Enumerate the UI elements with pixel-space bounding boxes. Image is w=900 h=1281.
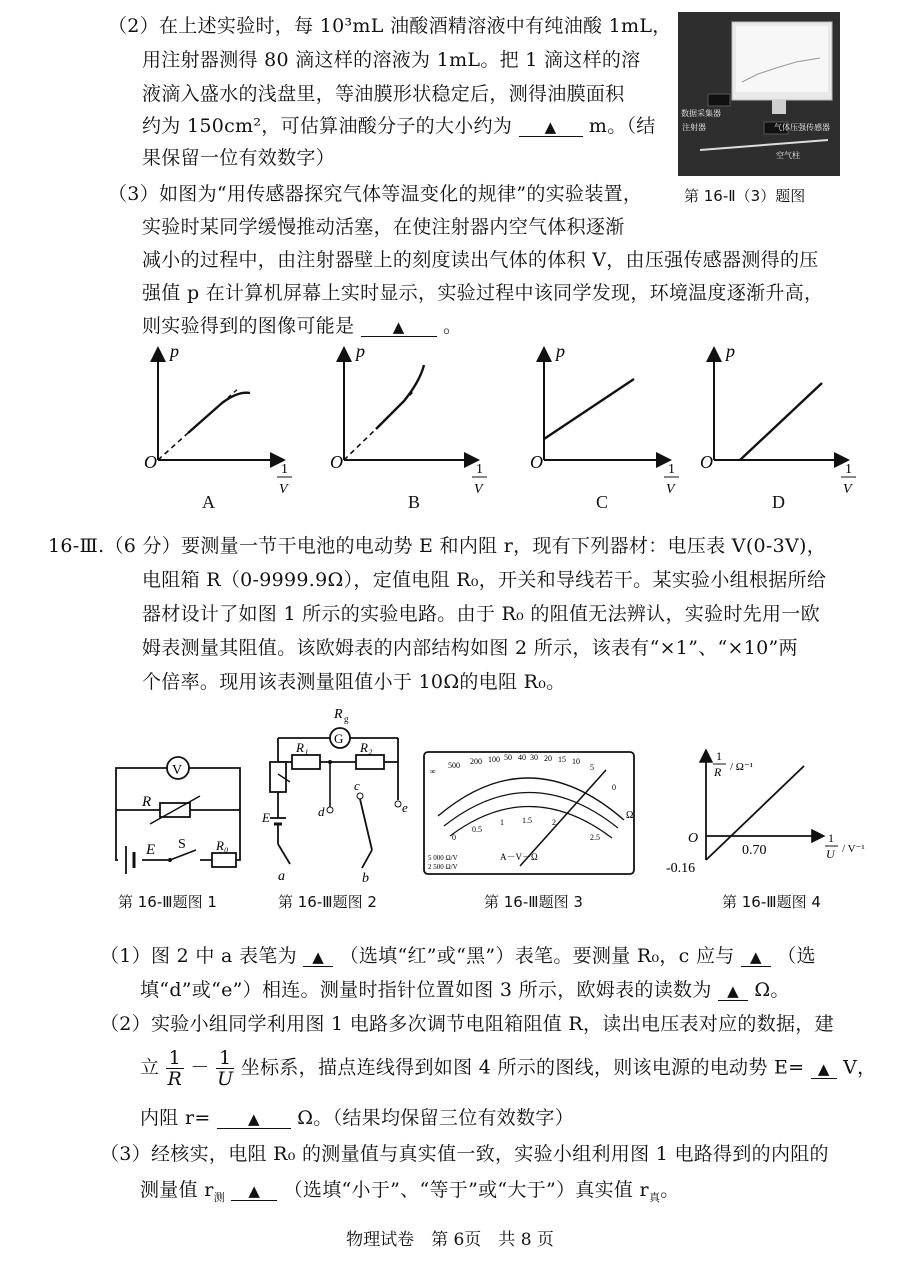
- graph-a-origin: O: [144, 452, 157, 472]
- sub2-minus: －: [190, 1056, 210, 1079]
- sub3-text-c: 。: [660, 1179, 680, 1201]
- graph-c[interactable]: [530, 341, 679, 497]
- figure-4-graph: [666, 749, 865, 876]
- answer-blank[interactable]: ▲: [303, 948, 333, 967]
- fig4-x-unit: / V⁻¹: [842, 843, 865, 855]
- fig2-R1: R₁: [296, 740, 309, 755]
- fig4-origin: O: [688, 831, 699, 846]
- graph-a-y-label: p: [170, 341, 179, 361]
- graph-b-y-label: p: [356, 341, 365, 361]
- option-a[interactable]: A: [202, 492, 215, 512]
- fig3-dc-25: 2.5: [590, 833, 600, 842]
- sub3-sub-true: 真: [648, 1190, 661, 1204]
- answer-blank[interactable]: ▲: [231, 1182, 277, 1201]
- fig3-omega: Ω: [626, 810, 634, 821]
- fig3-dc-0: 0: [452, 833, 456, 842]
- answer-blank[interactable]: ▲: [718, 982, 748, 1001]
- fig4-x-den: U: [826, 847, 835, 861]
- fig3-tick-30: 30: [530, 753, 538, 762]
- photo-label-sensor: 气体压强传感器: [774, 123, 830, 132]
- fig2-Rg-sub: g: [344, 714, 349, 724]
- answer-blank[interactable]: ▲: [519, 118, 583, 137]
- q16-2-line1: （2）在上述实验时，每 10³mL 油酸酒精溶液中有纯油酸 1mL，: [108, 15, 672, 37]
- fig3-dc-15: 1.5: [522, 816, 532, 825]
- q16-3-line3: 减小的过程中，由注射器壁上的刻度读出气体的体积 V，由压强传感器测得的压: [142, 249, 819, 271]
- fig2-Rg: R: [334, 707, 343, 722]
- q16-III-line5: 个倍率。现用该表测量阻值小于 10Ω的电阻 R₀。: [142, 671, 566, 693]
- graph-b-origin: O: [330, 452, 343, 472]
- fig3-tick-inf: ∞: [430, 767, 436, 776]
- fig3-tick-10: 10: [572, 757, 580, 766]
- sub2-text-d: 内阻 r=: [140, 1107, 211, 1129]
- fig2-c: c: [354, 778, 360, 793]
- option-b[interactable]: B: [408, 492, 421, 512]
- q16-2-line5: 果保留一位有效数字）: [142, 147, 336, 169]
- graph-d-origin: O: [700, 452, 713, 472]
- fig1-E: E: [146, 842, 156, 858]
- experiment-photo-drawing: [678, 12, 840, 176]
- sub1-text-b: （选填“红”或“黑”）表笔。要测量 R₀，c 应与: [339, 945, 735, 967]
- fig4-caption: 第 16-Ⅲ题图 4: [722, 893, 821, 911]
- sub1-line2: [140, 974, 790, 1006]
- photo-caption: 第 16-Ⅱ（3）题图: [684, 187, 806, 205]
- graph-c-x-den: V: [666, 482, 675, 497]
- sub2-line1: （2）实验小组同学利用图 1 电路多次调节电阻箱阻值 R，读出电压表对应的数据，建: [100, 1013, 834, 1035]
- fig1-voltmeter: V: [172, 763, 183, 778]
- sub1-text-e: Ω。: [754, 979, 790, 1001]
- graph-c-y-label: p: [556, 341, 565, 361]
- fig3-tick-0: 0: [612, 783, 616, 792]
- fig3-dc-05: 0.5: [472, 825, 482, 834]
- q16-III-line2: 电阻箱 R（0-9999.9Ω），定值电阻 R₀，开关和导线若干。某实验小组根据所给: [142, 569, 827, 591]
- sub1-text-a: （1）图 2 中 a 表笔为: [100, 945, 297, 967]
- fig4-x-num: 1: [828, 831, 834, 845]
- fig3-tick-200: 200: [470, 757, 482, 766]
- graph-d[interactable]: [700, 341, 856, 497]
- fig4-y-intercept: -0.16: [666, 861, 696, 876]
- answer-blank[interactable]: ▲: [217, 1110, 291, 1129]
- figure-2-ohmmeter: [261, 707, 408, 886]
- fig2-d: d: [318, 804, 325, 819]
- q16-3-line4: 强值 p 在计算机屏幕上实时显示，实验过程中该同学发现，环境温度逐渐升高，: [142, 282, 824, 304]
- q16-2-line3: 液滴入盛水的浅盘里，等油膜形状稳定后，测得油膜面积: [142, 83, 625, 105]
- experiment-photo: [678, 12, 840, 176]
- fig3-caption: 第 16-Ⅲ题图 3: [484, 893, 583, 911]
- page-footer: 物理试卷 第 6页 共 8 页: [346, 1230, 554, 1250]
- answer-blank[interactable]: ▲: [741, 948, 771, 967]
- fig3-label: A－V－Ω: [500, 852, 538, 862]
- fig3-tick-15: 15: [558, 755, 566, 764]
- fig1-R0: R₀: [216, 838, 229, 853]
- q16-2-line4-unit: m。（结: [588, 115, 656, 137]
- fig4-x-intercept: 0.70: [742, 843, 767, 858]
- graph-b[interactable]: [330, 341, 487, 497]
- sub2-text-b: 坐标系，描点连线得到如图 4 所示的图线，则该电源的电动势 E=: [240, 1056, 805, 1079]
- graph-c-origin: O: [530, 452, 543, 472]
- pv-graphs: [0, 335, 900, 520]
- sub2-text-a: 立: [140, 1056, 160, 1079]
- q16-2-line2: 用注射器测得 80 滴这样的溶液为 1mL。把 1 滴这样的溶: [142, 49, 641, 71]
- q16-2-line4-text: 约为 150cm²，可估算油酸分子的大小约为: [142, 115, 513, 137]
- answer-blank[interactable]: ▲: [361, 318, 437, 337]
- fig1-R: R: [142, 794, 152, 810]
- frac-1-over-U: $\frac{1}{U}$: [217, 1047, 234, 1090]
- photo-label-air: 空气柱: [776, 151, 800, 160]
- q16-3-line1: （3）如图为“用传感器探究气体等温变化的规律”的实验装置，: [108, 183, 643, 205]
- fig2-e: e: [402, 800, 408, 815]
- sub2-line2: [140, 1048, 876, 1092]
- graph-a[interactable]: [144, 341, 292, 497]
- graph-b-x-den: V: [474, 482, 483, 497]
- photo-label-syringe: 注射器: [682, 123, 706, 132]
- graph-d-x-num: 1: [845, 462, 852, 477]
- q16-III-line1: 16-Ⅲ.（6 分）要测量一节干电池的电动势 E 和内阻 r，现有下列器材：电压表 V(0-3V)，: [48, 535, 827, 557]
- q16-3-line5-text: 则实验得到的图像可能是: [142, 315, 355, 337]
- sub1-text-c: （选: [777, 945, 816, 967]
- sub1-line1: [100, 940, 816, 972]
- sub2-text-c: V，: [843, 1056, 877, 1079]
- q16-III-line4: 姆表测量其阻值。该欧姆表的内部结构如图 2 所示，该表有“×1”、“×10”两: [142, 637, 798, 659]
- sub1-text-d: 填“d”或“e”）相连。测量时指针位置如图 3 所示，欧姆表的读数为: [140, 979, 712, 1001]
- sub3-line2: [140, 1174, 680, 1214]
- fig2-a: a: [278, 869, 285, 884]
- fig3-dc-1: 1: [500, 818, 504, 827]
- sub3-line1: （3）经核实，电阻 R₀ 的测量值与真实值一致，实验小组利用图 1 电路得到的内阻的: [100, 1143, 829, 1165]
- sub3-sub-measured: 测: [213, 1190, 225, 1204]
- option-c[interactable]: C: [596, 492, 609, 512]
- fig3-tick-20: 20: [544, 754, 552, 763]
- fig3-tick-40: 40: [518, 753, 526, 762]
- fig3-spec2: 2 500 Ω/V: [428, 863, 458, 871]
- graph-d-x-den: V: [843, 482, 852, 497]
- fig1-S: S: [178, 837, 186, 852]
- sub2-line3: [140, 1102, 574, 1134]
- fig1-caption: 第 16-Ⅲ题图 1: [118, 893, 217, 911]
- q16-2-line4: [142, 110, 656, 142]
- graph-a-x-den: V: [279, 482, 288, 497]
- sub3-text-b: （选填“小于”、“等于”或“大于”）真实值 r: [283, 1179, 649, 1201]
- graph-b-x-num: 1: [476, 462, 483, 477]
- fig2-caption: 第 16-Ⅲ题图 2: [278, 893, 377, 911]
- circuit-figures: [0, 700, 900, 890]
- figure-1-circuit: [116, 757, 240, 874]
- frac-1-over-R: $\frac{1}{R}$: [167, 1047, 183, 1090]
- graph-d-y-label: p: [726, 341, 735, 361]
- fig2-galvanometer: G: [334, 731, 344, 746]
- sub2-text-e: Ω。（结果均保留三位有效数字）: [297, 1107, 574, 1129]
- fig3-tick-100: 100: [488, 755, 500, 764]
- fig4-y-unit: / Ω⁻¹: [730, 761, 754, 773]
- fig4-y-den: R: [714, 765, 722, 779]
- fig2-E: E: [262, 810, 270, 825]
- fig3-spec1: 5 000 Ω/V: [428, 854, 458, 862]
- fig3-tick-5: 5: [590, 763, 594, 772]
- sub3-text-a: 测量值 r: [140, 1179, 214, 1201]
- fig2-b: b: [362, 871, 369, 886]
- figure-3-meter-dial: [424, 752, 634, 874]
- option-d[interactable]: D: [772, 492, 785, 512]
- graph-c-x-num: 1: [668, 462, 675, 477]
- q16-III-line3: 器材设计了如图 1 所示的实验电路。由于 R₀ 的阻值无法辨认，实验时先用一欧: [142, 603, 820, 625]
- answer-blank[interactable]: ▲: [811, 1060, 837, 1079]
- graph-a-x-num: 1: [281, 462, 288, 477]
- fig2-R2: R₂: [360, 740, 373, 755]
- fig4-y-num: 1: [716, 749, 722, 763]
- photo-label-collector: 数据采集器: [681, 109, 721, 118]
- q16-3-line2: 实验时某同学缓慢推动活塞，在使注射器内空气体积逐渐: [142, 216, 625, 238]
- fig3-tick-50: 50: [504, 753, 512, 762]
- q16-3-line5-end: 。: [443, 315, 463, 337]
- fig3-dc-2: 2: [552, 818, 556, 827]
- fig3-tick-500: 500: [448, 761, 460, 770]
